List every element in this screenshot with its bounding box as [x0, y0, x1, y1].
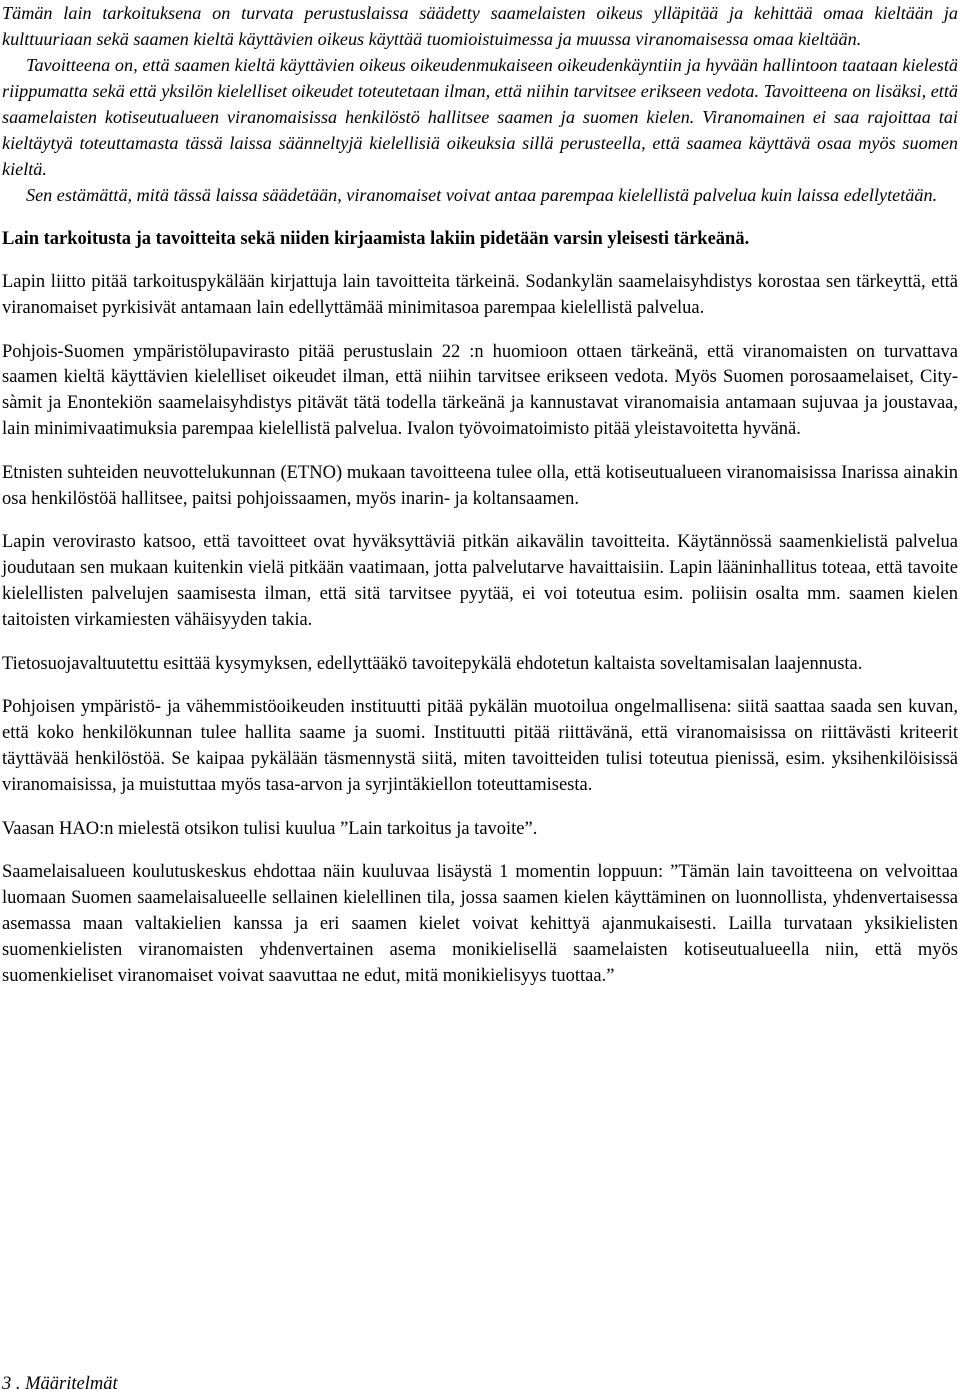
quoted-law-paragraph: Tämän lain tarkoituksena on turvata perustuslaissa säädetty saamelaisten oikeus ylläpitää ja kehittää omaa kieltään ja kulttuuriaan sekä saamen kieltä käyttävien oikeus käyttää tuomioistuimessa ja muussa viranomaisessa omaa kieltään.	[2, 3, 958, 49]
body-paragraph: Etnisten suhteiden neuvottelukunnan (ETNO) mukaan tavoitteena tulee olla, että kotiseutualueen viranomaisissa Inarissa ainakin osa henkilöstöä hallitsee, paitsi pohjoissaamen, myös inarin- ja koltansaamen.	[2, 462, 958, 509]
body-paragraph: Pohjois-Suomen ympäristölupavirasto pitää perustuslain 22 :n huomioon ottaen tärkeänä, että viranomaisten on turvattava saamen kieltä käyttävien kielelliset oikeudet ilman, että niihin tarvitsee erikseen vedota. Myös Suomen porosaamelaiset, City-sàmit ja Enontekiön saamelaisyhdistys pitävät tätä todella tärkeänä ja kannustavat viranomaisia antamaan sujuvaa ja joustavaa, lain minimivaatimuksia parempaa kielellistä palvelua. Ivalon työvoimatoimisto pitää yleistavoitetta hyvänä.	[2, 341, 958, 439]
quoted-law-text	[2, 0, 958, 208]
body-paragraph: Lapin verovirasto katsoo, että tavoitteet ovat hyväksyttäviä pitkän aikavälin tavoitteita. Käytännössä saamenkielistä palvelua joudutaan sen mukaan kuitenkin vielä pitkään vaatimaan, jotta palvelutarve havaittaisiin. Lapin lääninhallitus toteaa, että tavoite kielellisten palvelujen saamisesta ilman, että sitä tarvitsee pyytää, ei voi toteutua esim. poliisin osalta mm. saamen kielen taitoisten virkamiesten vähäisyyden takia.	[2, 532, 958, 630]
document-page	[2, 0, 958, 989]
next-section-title: 3 . Määritelmät	[2, 1374, 118, 1394]
body-paragraph: Saamelaisalueen koulutuskeskus ehdottaa näin kuuluvaa lisäystä 1 momentin loppuun: ”Tämän lain tavoitteena on velvoittaa luomaan Suomen saamelaisalueelle sellainen kielellinen tila, jossa saamen kielen käyttäminen on luonnollista, yhdenvertaisessa asemassa maan valtakielien kanssa ja eri saamen kielet voivat kehittyä ajanmukaisesti. Lailla turvataan yksikielisten suomenkielisten viranomaisten yhdenvertainen asema monikielisellä saamelaisten kotiseutualueella niin, että myös suomenkieliset viranomaiset voivat saavuttaa ne edut, mitä monikielisyys tuottaa.”	[2, 862, 958, 986]
quoted-law-paragraph: Sen estämättä, mitä tässä laissa säädetään, viranomaiset voivat antaa parempaa kielellistä palvelua kuin laissa edellytetään.	[26, 185, 938, 205]
quoted-law-paragraph: Tavoitteena on, että saamen kieltä käyttävien oikeus oikeudenmukaiseen oikeudenkäyntiin ja hyvään hallintoon taataan kielestä riippumatta sekä että yksilön kielelliset oikeudet toteutetaan ilman, että niihin tarvitsee erikseen vedota. Tavoitteena on lisäksi, että saamelaisten kotiseutualueen viranomaisissa henkilöstö hallitsee saamen ja suomen kielen. Viranomainen ei saa rajoittaa tai kieltäytyä toteuttamasta tässä laissa säänneltyjä kielellisiä oikeuksia sillä perusteella, että saamea käyttävä osaa myös suomen kieltä.	[2, 55, 958, 179]
section-summary-heading: Lain tarkoitusta ja tavoitteita sekä niiden kirjaamista lakiin pidetään varsin yleisesti tärkeänä.	[2, 229, 750, 249]
body-paragraph: Pohjoisen ympäristö- ja vähemmistöoikeuden instituutti pitää pykälän muotoilua ongelmallisena: siitä saattaa saada sen kuvan, että koko henkilökunnan tulee hallita saame ja suomi. Instituutti pitää riittävänä, että viranomaisissa on riittävästi kriteerit täyttävää henkilöstöä. Se kaipaa pykälään täsmennystä siitä, miten tavoitteiden tulisi toteutua pienissä, esim. yksihenkilöisissä viranomaisissa, ja muistuttaa myös tasa-arvon ja syrjintäkiellon toteuttamisesta.	[2, 697, 958, 795]
body-paragraph: Lapin liitto pitää tarkoituspykälään kirjattuja lain tavoitteita tärkeinä. Sodankylän saamelaisyhdistys korostaa sen tärkeyttä, että viranomaiset pyrkisivät antamaan lain edellyttämää minimitasoa parempaa kielellistä palvelua.	[2, 272, 958, 318]
body-paragraph: Tietosuojavaltuutettu esittää kysymyksen, edellyttääkö tavoitepykälä ehdotetun kaltaista soveltamisalan laajennusta.	[2, 653, 863, 674]
body-paragraph: Vaasan HAO:n mielestä otsikon tulisi kuulua ”Lain tarkoitus ja tavoite”.	[2, 818, 538, 839]
